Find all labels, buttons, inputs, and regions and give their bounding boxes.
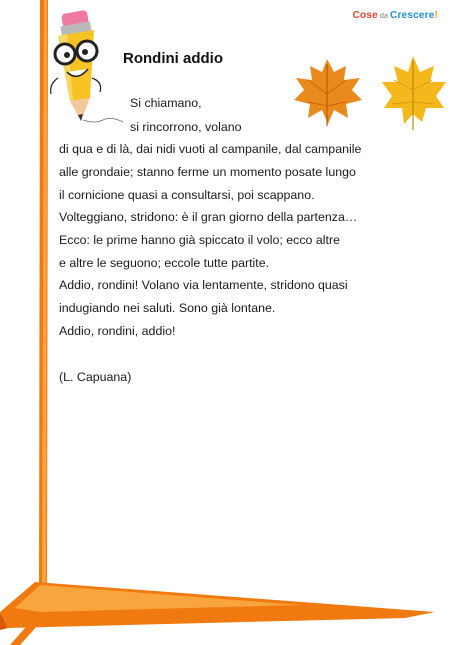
poem-line: Addio, rondini! Volano via lentamente, stridono quasi xyxy=(59,278,348,292)
poem-line: si rincorrono, volano xyxy=(130,120,242,134)
pencil-mascot-icon xyxy=(45,8,125,128)
orange-leaf-icon xyxy=(290,54,365,129)
brand-logo xyxy=(353,10,438,21)
poem-line: Volteggiano, stridono: è il gran giorno della partenza… xyxy=(59,210,358,224)
poem-line: alle grondaie; stanno ferme un momento posate lungo xyxy=(59,165,356,179)
poem-line: di qua e di là, dai nidi vuoti al campanile, dal campanile xyxy=(59,142,362,156)
page-title: Rondini addio xyxy=(123,50,223,67)
bottom-orange-stripe xyxy=(0,560,450,645)
brand-logo-part-3: Crescere xyxy=(390,10,435,21)
poem-line: Addio, rondini, addio! xyxy=(59,324,176,338)
left-orange-stripe xyxy=(0,0,50,645)
poem-line: Ecco: le prime hanno già spiccato il volo; ecco altre xyxy=(59,233,340,247)
brand-logo-part-2: da xyxy=(379,13,389,20)
poem-line: Si chiamano, xyxy=(130,96,202,110)
brand-logo-part-1: Cose xyxy=(352,10,378,21)
poem-line: indugiando nei saluti. Sono già lontane. xyxy=(59,301,276,315)
poem-line: e altre le seguono; eccole tutte partite. xyxy=(59,256,270,270)
author-credit: (L. Capuana) xyxy=(59,370,132,384)
poem-line: il cornicione quasi a consultarsi, poi scappano. xyxy=(59,188,315,202)
yellow-leaf-icon xyxy=(380,52,450,132)
brand-logo-part-4: ! xyxy=(434,10,438,21)
